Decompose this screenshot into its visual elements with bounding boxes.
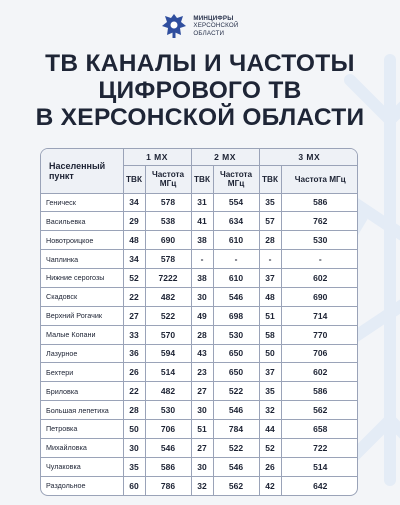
settlement-name: Большая лепетиха: [41, 401, 123, 420]
tvk-cell: 50: [123, 420, 145, 439]
frequency-cell: 722: [281, 438, 358, 457]
frequency-cell: 578: [145, 250, 191, 269]
tvk-cell: 23: [191, 363, 213, 382]
tvk-cell: 43: [191, 344, 213, 363]
frequency-cell: -: [281, 250, 358, 269]
frequency-cell: -: [213, 250, 259, 269]
settlement-name: Малые Копани: [41, 325, 123, 344]
freq-header: Частота МГц: [213, 165, 259, 193]
frequency-cell: 546: [213, 287, 259, 306]
frequency-cell: 690: [281, 287, 358, 306]
tvk-cell: 29: [123, 212, 145, 231]
tvk-cell: 37: [259, 269, 281, 288]
tvk-cell: 28: [259, 231, 281, 250]
tvk-cell: 26: [259, 457, 281, 476]
frequency-cell: 562: [213, 476, 259, 495]
settlement-name: Верхний Рогачик: [41, 306, 123, 325]
tvk-header: ТВК: [259, 165, 281, 193]
mux-header-1: 1 МХ: [123, 149, 191, 165]
tvk-cell: 33: [123, 325, 145, 344]
tvk-cell: 27: [191, 382, 213, 401]
frequency-cell: 634: [213, 212, 259, 231]
settlement-name: Михайловка: [41, 438, 123, 457]
tvk-cell: 37: [259, 363, 281, 382]
tvk-header: ТВК: [123, 165, 145, 193]
frequency-cell: 784: [213, 420, 259, 439]
frequency-cell: 650: [213, 344, 259, 363]
settlement-name: Раздольное: [41, 476, 123, 495]
tvk-cell: 52: [259, 438, 281, 457]
table-body: [41, 193, 358, 495]
frequency-table-container: [40, 148, 358, 496]
frequency-cell: 642: [281, 476, 358, 495]
table-row: [41, 401, 358, 420]
tvk-cell: 38: [191, 269, 213, 288]
tvk-cell: 34: [123, 193, 145, 212]
table-row: [41, 438, 358, 457]
tvk-cell: 35: [259, 193, 281, 212]
frequency-cell: 546: [145, 438, 191, 457]
tvk-cell: 57: [259, 212, 281, 231]
frequency-cell: 578: [145, 193, 191, 212]
tvk-cell: 28: [191, 325, 213, 344]
org-line-1: МИНЦИФРЫ: [193, 14, 234, 22]
table-row: [41, 212, 358, 231]
frequency-cell: 482: [145, 287, 191, 306]
frequency-cell: 658: [281, 420, 358, 439]
settlement-name: Новотроицкое: [41, 231, 123, 250]
frequency-cell: 586: [281, 382, 358, 401]
tvk-cell: 27: [123, 306, 145, 325]
frequency-cell: 610: [213, 269, 259, 288]
settlement-name: Лазурное: [41, 344, 123, 363]
frequency-cell: 586: [145, 457, 191, 476]
tvk-cell: 30: [191, 457, 213, 476]
tvk-cell: -: [259, 250, 281, 269]
page-title: [0, 50, 400, 131]
frequency-cell: 770: [281, 325, 358, 344]
frequency-cell: 690: [145, 231, 191, 250]
settlement-name: Чулаковка: [41, 457, 123, 476]
title-line-3: В ХЕРСОНСКОЙ ОБЛАСТИ: [35, 104, 365, 131]
frequency-cell: 594: [145, 344, 191, 363]
tvk-cell: 41: [191, 212, 213, 231]
tvk-cell: 42: [259, 476, 281, 495]
freq-header: Частота МГц: [145, 165, 191, 193]
tvk-cell: 49: [191, 306, 213, 325]
tvk-cell: 22: [123, 382, 145, 401]
tvk-cell: 48: [259, 287, 281, 306]
settlement-name: Бриловка: [41, 382, 123, 401]
tvk-cell: 35: [259, 382, 281, 401]
frequency-cell: 562: [281, 401, 358, 420]
frequency-cell: 714: [281, 306, 358, 325]
frequency-cell: 586: [281, 193, 358, 212]
mux-header-3: 3 МХ: [259, 149, 358, 165]
settlement-name: Чаплинка: [41, 250, 123, 269]
settlement-name: Геническ: [41, 193, 123, 212]
table-row: [41, 363, 358, 382]
tvk-cell: 32: [191, 476, 213, 495]
table-row: [41, 420, 358, 439]
frequency-cell: 762: [281, 212, 358, 231]
tvk-cell: 30: [191, 287, 213, 306]
settlement-name: Петровка: [41, 420, 123, 439]
frequency-cell: 514: [145, 363, 191, 382]
tvk-cell: 51: [259, 306, 281, 325]
frequency-cell: 602: [281, 269, 358, 288]
frequency-cell: 706: [281, 344, 358, 363]
table-row: [41, 476, 358, 495]
frequency-cell: 570: [145, 325, 191, 344]
coat-of-arms-icon: [161, 12, 187, 40]
frequency-cell: 522: [145, 306, 191, 325]
tvk-cell: 58: [259, 325, 281, 344]
frequency-cell: 482: [145, 382, 191, 401]
settlement-name: Скадовск: [41, 287, 123, 306]
table-row: [41, 231, 358, 250]
tvk-cell: 48: [123, 231, 145, 250]
header: [0, 8, 400, 44]
table-row: [41, 287, 358, 306]
frequency-cell: 7222: [145, 269, 191, 288]
frequency-cell: 530: [213, 325, 259, 344]
tvk-cell: 60: [123, 476, 145, 495]
table-row: [41, 382, 358, 401]
frequency-cell: 698: [213, 306, 259, 325]
tvk-cell: 22: [123, 287, 145, 306]
tvk-cell: 50: [259, 344, 281, 363]
tvk-cell: 51: [191, 420, 213, 439]
frequency-cell: 514: [281, 457, 358, 476]
tvk-cell: 31: [191, 193, 213, 212]
frequency-cell: 546: [213, 457, 259, 476]
freq-header: Частота МГц: [281, 165, 358, 193]
tvk-cell: 52: [123, 269, 145, 288]
title-line-1: ТВ КАНАЛЫ И ЧАСТОТЫ: [45, 50, 355, 77]
org-name: [193, 15, 238, 38]
frequency-cell: 522: [213, 438, 259, 457]
tvk-cell: 30: [191, 401, 213, 420]
frequency-cell: 706: [145, 420, 191, 439]
org-line-2: ХЕРСОНСКОЙ: [193, 22, 239, 30]
tvk-header: ТВК: [191, 165, 213, 193]
frequency-cell: 538: [145, 212, 191, 231]
frequency-cell: 786: [145, 476, 191, 495]
settlement-name: Васильевка: [41, 212, 123, 231]
frequency-cell: 530: [281, 231, 358, 250]
tvk-cell: 44: [259, 420, 281, 439]
tvk-cell: 35: [123, 457, 145, 476]
tvk-cell: 30: [123, 438, 145, 457]
tvk-cell: 26: [123, 363, 145, 382]
frequency-cell: 522: [213, 382, 259, 401]
table-row: [41, 193, 358, 212]
tvk-cell: 36: [123, 344, 145, 363]
tvk-cell: 27: [191, 438, 213, 457]
frequency-cell: 610: [213, 231, 259, 250]
tvk-cell: 32: [259, 401, 281, 420]
table-row: [41, 344, 358, 363]
tvk-cell: -: [191, 250, 213, 269]
settlement-name: Нижние серогозы: [41, 269, 123, 288]
frequency-cell: 530: [145, 401, 191, 420]
frequency-table: [41, 149, 358, 495]
table-row: [41, 306, 358, 325]
title-line-2: ЦИФРОВОГО ТВ: [98, 77, 302, 104]
table-row: [41, 250, 358, 269]
settlement-name: Бехтери: [41, 363, 123, 382]
mux-header-2: 2 МХ: [191, 149, 259, 165]
table-row: [41, 269, 358, 288]
frequency-cell: 554: [213, 193, 259, 212]
frequency-cell: 602: [281, 363, 358, 382]
table-row: [41, 325, 358, 344]
table-row: [41, 457, 358, 476]
tvk-cell: 38: [191, 231, 213, 250]
tvk-cell: 34: [123, 250, 145, 269]
tvk-cell: 28: [123, 401, 145, 420]
settlement-header: Населенный пункт: [41, 149, 123, 193]
frequency-cell: 546: [213, 401, 259, 420]
frequency-cell: 650: [213, 363, 259, 382]
org-line-3: ОБЛАСТИ: [193, 29, 225, 37]
